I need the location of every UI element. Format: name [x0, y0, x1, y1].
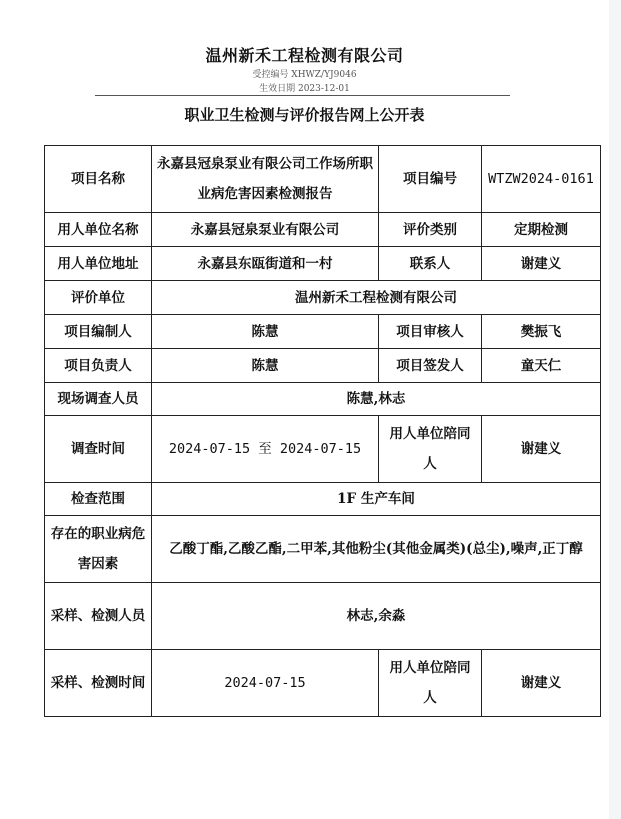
- table-row: [45, 383, 601, 416]
- survey-time-value: 2024-07-15 至 2024-07-15: [152, 416, 379, 483]
- eval-type-value: 定期检测: [482, 213, 601, 247]
- effective-date: 生效日期 2023-12-01: [259, 84, 350, 94]
- table-row: [45, 516, 601, 583]
- contact-value: 谢建义: [482, 247, 601, 281]
- samplers-value: 林志,余淼: [152, 583, 601, 650]
- address-value: 永嘉县东瓯街道和一村: [152, 247, 379, 281]
- hazards-label: 存在的职业病危害因素: [45, 516, 152, 583]
- evaluator-value: 温州新禾工程检测有限公司: [152, 281, 601, 315]
- sampling-escort-value: 谢建义: [482, 650, 601, 717]
- employer-value: 永嘉县冠泉泵业有限公司: [152, 213, 379, 247]
- evaluator-label: 评价单位: [45, 281, 152, 315]
- compiler-value: 陈慧: [152, 315, 379, 349]
- address-label: 用人单位地址: [45, 247, 152, 281]
- project-no-label: 项目编号: [379, 146, 482, 213]
- signer-label: 项目签发人: [379, 349, 482, 383]
- table-row: [45, 281, 601, 315]
- table-row: [45, 483, 601, 516]
- sampling-time-label: 采样、检测时间: [45, 650, 152, 717]
- reviewer-value: 樊振飞: [482, 315, 601, 349]
- header-divider: [95, 95, 510, 96]
- survey-time-label: 调查时间: [45, 416, 152, 483]
- survey-escort-value: 谢建义: [482, 416, 601, 483]
- employer-label: 用人单位名称: [45, 213, 152, 247]
- table-row: [45, 247, 601, 281]
- disclosure-table: [44, 145, 601, 717]
- compiler-label: 项目编制人: [45, 315, 152, 349]
- project-no-value: WTZW2024-0161: [482, 146, 601, 213]
- sampling-time-value: 2024-07-15: [152, 650, 379, 717]
- company-name: 温州新禾工程检测有限公司: [205, 46, 404, 65]
- survey-escort-label: 用人单位陪同人: [379, 416, 482, 483]
- control-number: 受控编号 XHWZ/YJ9046: [252, 70, 357, 80]
- eval-type-label: 评价类别: [379, 213, 482, 247]
- sampling-escort-label: 用人单位陪同人: [379, 650, 482, 717]
- table-row: [45, 349, 601, 383]
- surveyors-label: 现场调查人员: [45, 383, 152, 416]
- table-row: [45, 213, 601, 247]
- project-name-label: 项目名称: [45, 146, 152, 213]
- table-row: [45, 146, 601, 213]
- table-row: [45, 416, 601, 483]
- document-title: 职业卫生检测与评价报告网上公开表: [184, 106, 425, 124]
- reviewer-label: 项目审核人: [379, 315, 482, 349]
- scope-label: 检查范围: [45, 483, 152, 516]
- project-name-value: 永嘉县冠泉泵业有限公司工作场所职业病危害因素检测报告: [152, 146, 379, 213]
- samplers-label: 采样、检测人员: [45, 583, 152, 650]
- surveyors-value: 陈慧,林志: [152, 383, 601, 416]
- contact-label: 联系人: [379, 247, 482, 281]
- signer-value: 童天仁: [482, 349, 601, 383]
- hazards-value: 乙酸丁酯,乙酸乙酯,二甲苯,其他粉尘(其他金属类)(总尘),噪声,正丁醇: [152, 516, 601, 583]
- scope-value: 1F 生产车间: [152, 483, 601, 516]
- table-row: [45, 315, 601, 349]
- table-row: [45, 650, 601, 717]
- manager-label: 项目负责人: [45, 349, 152, 383]
- table-row: [45, 583, 601, 650]
- manager-value: 陈慧: [152, 349, 379, 383]
